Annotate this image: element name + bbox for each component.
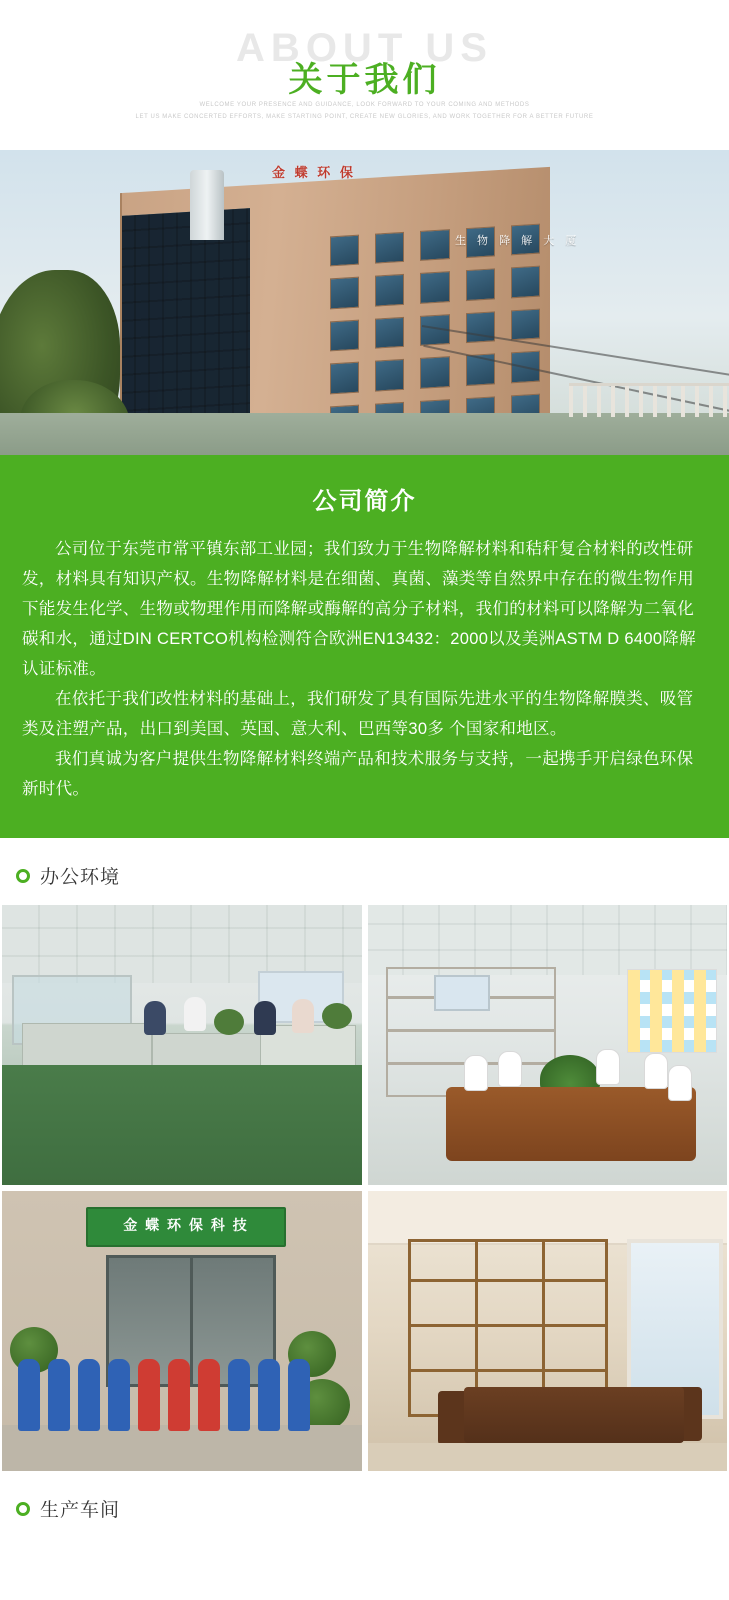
store-sign-text: 金 蝶 环 保 科 技 xyxy=(123,1217,249,1233)
ceiling-panel xyxy=(368,1191,728,1245)
meeting-attendee-3 xyxy=(596,1049,620,1085)
team-row xyxy=(12,1339,342,1431)
photo-open-office xyxy=(2,905,362,1185)
photo-storefront-team xyxy=(2,1191,362,1471)
pavement xyxy=(2,1425,362,1471)
bottom-spacer xyxy=(0,1538,729,1556)
office-worker-1 xyxy=(144,1001,166,1035)
company-intro-paragraph-2: 在依托于我们改性材料的基础上，我们研发了具有国际先进水平的生物降解膜类、吸管类及注塑产品，出口到美国、英国、意大利、巴西等30多 个国家和地区。 xyxy=(22,690,694,738)
company-building-photo xyxy=(0,150,729,455)
photo-tea-room xyxy=(368,1191,728,1471)
building-top-sign: 金 蝶 环 保 xyxy=(272,165,356,180)
desk-plant-1 xyxy=(214,1009,244,1035)
meeting-attendee-4 xyxy=(644,1053,668,1089)
company-intro-paragraph-1: 公司位于东莞市常平镇东部工业园；我们致力于生物降解材料和秸秆复合材料的改性研发，材料具有知识产权。生物降解材料是在细菌、真菌、藻类等自然界中存在的微生物作用下能发生化学、生物或物理作用而降解或酶解的高分子材料，我们的材料可以降解为二氧化碳和水，通过DIN CERTCO机构检测符合欧洲EN13432：2000以及美洲ASTM D 6400降解认证标准。 xyxy=(22,540,696,678)
header-ghost-text: ABOUT US xyxy=(236,26,493,70)
fence xyxy=(569,383,729,417)
building-side-sign: 生 物 降 解 大 厦 xyxy=(455,235,581,247)
photo-meeting-room xyxy=(368,905,728,1185)
circle-bullet-icon xyxy=(16,1502,30,1516)
header-subtitle-line1: WELCOME YOUR PRESENCE AND GUIDANCE, LOOK FORWARD TO YOUR COMING AND METHODS xyxy=(199,102,530,108)
office-worker-2 xyxy=(184,997,206,1031)
company-intro-block xyxy=(0,455,729,838)
section-label-workshop: 生产车间 xyxy=(40,1500,121,1521)
building-windows xyxy=(330,224,540,437)
office-photo-grid xyxy=(0,905,729,1471)
company-intro-heading: 公司简介 xyxy=(312,488,417,515)
sticky-note-board xyxy=(627,969,717,1053)
desk-plant-2 xyxy=(322,1003,352,1029)
section-heading-workshop xyxy=(0,1471,729,1538)
ground-strip xyxy=(0,413,729,455)
meeting-table xyxy=(446,1087,696,1161)
building-glass-curtain xyxy=(122,208,250,446)
meeting-attendee-2 xyxy=(498,1051,522,1087)
wall-screen xyxy=(434,975,490,1011)
office-worker-4 xyxy=(292,999,314,1033)
section-heading-office xyxy=(0,838,729,905)
circle-bullet-icon xyxy=(16,869,30,883)
page-header xyxy=(0,0,729,150)
meeting-attendee-1 xyxy=(464,1055,488,1091)
rooftop-tower xyxy=(190,170,224,240)
tea-table xyxy=(464,1387,684,1443)
meeting-attendee-5 xyxy=(668,1065,692,1101)
header-subtitle-line2: LET US MAKE CONCERTED EFFORTS, MAKE STARTING POINT, CREATE NEW GLORIES, AND WORK TOGETHER FOR A BETTER FUTURE xyxy=(135,114,594,120)
tile-floor xyxy=(368,1443,728,1471)
office-worker-3 xyxy=(254,1001,276,1035)
green-floor xyxy=(2,1065,362,1185)
company-intro-paragraph-3: 我们真诚为客户提供生物降解材料终端产品和技术服务与支持，一起携手开启绿色环保新时代。 xyxy=(22,750,694,798)
ceiling-tiles xyxy=(368,905,728,975)
section-label-office: 办公环境 xyxy=(40,867,121,888)
page-title: 关于我们 xyxy=(288,61,441,99)
